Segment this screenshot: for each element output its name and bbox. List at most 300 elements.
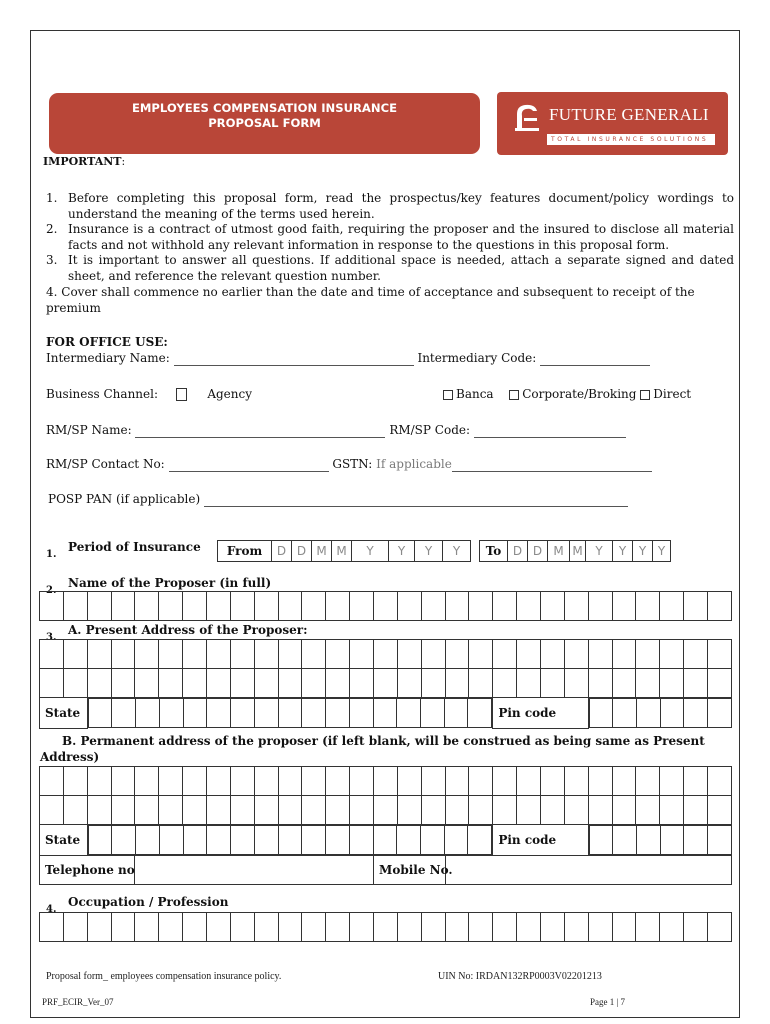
name-char-box[interactable]	[588, 592, 612, 621]
logo-tagline: TOTAL INSURANCE SOLUTIONS	[547, 134, 715, 145]
address-char-box[interactable]	[183, 767, 207, 796]
address-char-box[interactable]	[636, 669, 660, 698]
occupation-char-box[interactable]	[612, 913, 636, 942]
address-char-box[interactable]	[40, 767, 64, 796]
occupation-char-box[interactable]	[660, 913, 684, 942]
address-char-box[interactable]	[469, 796, 493, 825]
address-char-box[interactable]	[278, 796, 302, 825]
address-char-box[interactable]	[207, 767, 231, 796]
state-char-box[interactable]	[254, 826, 278, 855]
address-char-box[interactable]	[207, 640, 231, 669]
intermediary-name-label: Intermediary Name:	[46, 351, 170, 365]
name-char-box[interactable]	[159, 592, 183, 621]
state-char-box[interactable]	[397, 826, 421, 855]
name-char-box[interactable]	[541, 592, 565, 621]
address-char-box[interactable]	[183, 669, 207, 698]
address-char-box[interactable]	[612, 767, 636, 796]
from-date-cell[interactable]: Y	[443, 540, 471, 562]
occupation-char-box[interactable]	[230, 913, 254, 942]
address-char-box[interactable]	[564, 640, 588, 669]
state-char-box[interactable]	[207, 826, 231, 855]
from-date-cell[interactable]: Y	[415, 540, 443, 562]
office-use-heading: FOR OFFICE USE:	[46, 335, 168, 349]
state-char-box[interactable]	[349, 826, 373, 855]
name-char-box[interactable]	[493, 592, 517, 621]
occupation-char-box[interactable]	[517, 913, 541, 942]
address-char-box[interactable]	[63, 796, 87, 825]
pincode-char-box[interactable]	[660, 699, 684, 728]
address-char-box[interactable]	[397, 767, 421, 796]
pincode-char-box[interactable]	[613, 826, 637, 855]
address-char-box[interactable]	[660, 796, 684, 825]
occupation-char-box[interactable]	[588, 913, 612, 942]
company-logo	[497, 92, 728, 155]
occupation-char-box[interactable]	[183, 913, 207, 942]
address-char-box[interactable]	[517, 796, 541, 825]
important-heading: IMPORTANT:	[43, 155, 126, 168]
to-label: To	[479, 540, 508, 562]
state-char-box[interactable]	[302, 826, 326, 855]
address-char-box[interactable]	[278, 640, 302, 669]
gstn-hint: If applicable	[376, 457, 452, 471]
address-char-box[interactable]	[302, 767, 326, 796]
name-char-box[interactable]	[63, 592, 87, 621]
address-char-box[interactable]	[660, 767, 684, 796]
address-char-box[interactable]	[302, 640, 326, 669]
address-char-box[interactable]	[612, 669, 636, 698]
address-char-box[interactable]	[40, 669, 64, 698]
state-char-box[interactable]	[136, 826, 160, 855]
name-char-box[interactable]	[230, 592, 254, 621]
state-char-box[interactable]	[88, 826, 112, 855]
pincode-char-box[interactable]	[613, 699, 637, 728]
pincode-char-box[interactable]	[636, 826, 660, 855]
state-char-box[interactable]	[349, 699, 373, 728]
address-char-box[interactable]	[684, 796, 708, 825]
name-char-box[interactable]	[40, 592, 64, 621]
address-char-box[interactable]	[326, 669, 350, 698]
address-char-box[interactable]	[40, 796, 64, 825]
address-char-box[interactable]	[397, 796, 421, 825]
address-char-box[interactable]	[564, 669, 588, 698]
name-char-box[interactable]	[350, 592, 374, 621]
state-char-box[interactable]	[468, 826, 492, 855]
address-char-box[interactable]	[374, 796, 398, 825]
address-char-box[interactable]	[541, 767, 565, 796]
name-char-box[interactable]	[254, 592, 278, 621]
address-char-box[interactable]	[278, 669, 302, 698]
address-char-box[interactable]	[493, 767, 517, 796]
state-char-box[interactable]	[444, 699, 468, 728]
name-char-box[interactable]	[708, 592, 732, 621]
from-date-cell[interactable]: Y	[389, 540, 415, 562]
occupation-char-box[interactable]	[541, 913, 565, 942]
occupation-char-box[interactable]	[302, 913, 326, 942]
name-char-box[interactable]	[183, 592, 207, 621]
banca-label: Banca	[456, 387, 494, 401]
address-char-box[interactable]	[254, 767, 278, 796]
address-char-box[interactable]	[588, 669, 612, 698]
from-date-cell[interactable]: D	[292, 540, 312, 562]
address-char-box[interactable]	[493, 669, 517, 698]
state-char-box[interactable]	[207, 699, 231, 728]
address-char-box[interactable]	[278, 767, 302, 796]
address-char-box[interactable]	[326, 640, 350, 669]
to-date-cell[interactable]: D	[508, 540, 528, 562]
name-char-box[interactable]	[445, 592, 469, 621]
address-char-box[interactable]	[564, 767, 588, 796]
address-char-box[interactable]	[469, 767, 493, 796]
address-char-box[interactable]	[350, 669, 374, 698]
occupation-char-box[interactable]	[207, 913, 231, 942]
state-char-box[interactable]	[183, 826, 207, 855]
state-char-box[interactable]	[88, 699, 112, 728]
occupation-char-box[interactable]	[374, 913, 398, 942]
intermediary-row	[46, 350, 650, 366]
intermediary-code-field[interactable]	[540, 354, 650, 366]
state-char-box[interactable]	[254, 699, 278, 728]
pincode-char-box[interactable]	[636, 699, 660, 728]
occupation-char-box[interactable]	[326, 913, 350, 942]
address-char-box[interactable]	[517, 669, 541, 698]
to-date-cell[interactable]: Y	[653, 540, 671, 562]
address-char-box[interactable]	[660, 669, 684, 698]
state-char-box[interactable]	[231, 826, 255, 855]
state-char-box[interactable]	[136, 699, 160, 728]
address-char-box[interactable]	[87, 669, 111, 698]
pincode-char-box[interactable]	[684, 699, 708, 728]
present-pincode-label: Pin code	[493, 698, 588, 729]
address-char-box[interactable]	[517, 767, 541, 796]
corporate-broking-checkbox[interactable]	[509, 390, 519, 400]
address-char-box[interactable]	[254, 796, 278, 825]
address-char-box[interactable]	[708, 767, 732, 796]
to-date-cell[interactable]: Y	[613, 540, 633, 562]
instruction-4: 4. Cover shall commence no earlier than the date and time of acceptance and subsequent to receipt of the premium	[46, 285, 695, 315]
state-char-box[interactable]	[159, 699, 183, 728]
address-char-box[interactable]	[159, 640, 183, 669]
name-char-box[interactable]	[660, 592, 684, 621]
from-date-cell[interactable]: M	[332, 540, 352, 562]
rm-sp-contact-field[interactable]	[169, 460, 329, 472]
occupation-char-box[interactable]	[636, 913, 660, 942]
state-char-box[interactable]	[278, 826, 302, 855]
telephone-label: Telephone no	[40, 856, 135, 885]
address-char-box[interactable]	[517, 640, 541, 669]
corporate-broking-label: Corporate/Broking	[522, 387, 637, 401]
state-char-box[interactable]	[326, 826, 350, 855]
name-char-box[interactable]	[469, 592, 493, 621]
lion-emblem-icon	[513, 102, 541, 132]
address-char-box[interactable]	[445, 767, 469, 796]
occupation-char-box[interactable]	[684, 913, 708, 942]
address-char-box[interactable]	[111, 669, 135, 698]
address-char-box[interactable]	[421, 640, 445, 669]
from-date-cell[interactable]: M	[312, 540, 332, 562]
name-char-box[interactable]	[612, 592, 636, 621]
direct-label: Direct	[653, 387, 692, 401]
gstn-label: GSTN:	[332, 457, 373, 471]
address-char-box[interactable]	[493, 640, 517, 669]
address-char-box[interactable]	[397, 669, 421, 698]
q1-label: Period of Insurance	[68, 540, 201, 554]
present-address-grid	[39, 639, 732, 729]
address-char-box[interactable]	[350, 640, 374, 669]
address-char-box[interactable]	[541, 669, 565, 698]
occupation-char-box[interactable]	[135, 913, 159, 942]
address-char-box[interactable]	[684, 767, 708, 796]
name-char-box[interactable]	[684, 592, 708, 621]
pincode-char-box[interactable]	[684, 826, 708, 855]
address-char-box[interactable]	[159, 796, 183, 825]
logo-name: FUTURE GENERALI	[549, 105, 709, 124]
address-char-box[interactable]	[63, 640, 87, 669]
name-char-box[interactable]	[636, 592, 660, 621]
address-char-box[interactable]	[374, 640, 398, 669]
occupation-char-box[interactable]	[445, 913, 469, 942]
occupation-char-box[interactable]	[421, 913, 445, 942]
address-char-box[interactable]	[302, 796, 326, 825]
permanent-pincode-label: Pin code	[493, 825, 588, 856]
footer-page-number: Page 1 | 7	[590, 997, 626, 1007]
posp-pan-label: POSP PAN (if applicable)	[48, 492, 201, 506]
banca-checkbox[interactable]	[443, 390, 453, 400]
address-char-box[interactable]	[207, 796, 231, 825]
occupation-char-box[interactable]	[278, 913, 302, 942]
address-char-box[interactable]	[230, 640, 254, 669]
mobile-label: Mobile No.	[374, 856, 446, 885]
address-char-box[interactable]	[63, 767, 87, 796]
address-char-box[interactable]	[254, 669, 278, 698]
occupation-char-box[interactable]	[254, 913, 278, 942]
q2-label: Name of the Proposer (in full)	[68, 576, 272, 590]
address-char-box[interactable]	[111, 640, 135, 669]
address-char-box[interactable]	[612, 640, 636, 669]
permanent-address-grid	[39, 766, 732, 885]
state-char-box[interactable]	[397, 699, 421, 728]
address-char-box[interactable]	[636, 796, 660, 825]
address-char-box[interactable]	[302, 669, 326, 698]
to-date-cell[interactable]: D	[528, 540, 548, 562]
instruction-2: 2. Insurance is a contract of utmost good faith, requiring the proposer and the insured to disclose all material facts and not withhold any relevant information in response to the questions in this proposal form.	[46, 222, 734, 252]
address-char-box[interactable]	[350, 767, 374, 796]
name-char-box[interactable]	[207, 592, 231, 621]
occupation-char-box[interactable]	[469, 913, 493, 942]
to-date-cell[interactable]: Y	[633, 540, 653, 562]
occupation-char-box[interactable]	[350, 913, 374, 942]
name-char-box[interactable]	[326, 592, 350, 621]
occupation-grid	[39, 912, 732, 942]
occupation-char-box[interactable]	[708, 913, 732, 942]
address-char-box[interactable]	[135, 796, 159, 825]
q3-number: 3.	[46, 632, 57, 643]
address-char-box[interactable]	[63, 669, 87, 698]
address-char-box[interactable]	[207, 669, 231, 698]
footer-policy-name: Proposal form_ employees compensation insurance policy.	[46, 971, 282, 982]
state-char-box[interactable]	[373, 699, 397, 728]
address-char-box[interactable]	[612, 796, 636, 825]
address-char-box[interactable]	[230, 796, 254, 825]
address-char-box[interactable]	[445, 640, 469, 669]
intermediary-name-field[interactable]	[174, 354, 414, 366]
address-char-box[interactable]	[111, 767, 135, 796]
pincode-char-box[interactable]	[589, 826, 613, 855]
address-char-box[interactable]	[421, 669, 445, 698]
state-char-box[interactable]	[183, 699, 207, 728]
name-char-box[interactable]	[397, 592, 421, 621]
address-char-box[interactable]	[684, 669, 708, 698]
pincode-char-box[interactable]	[660, 826, 684, 855]
q3b-label: B. Permanent address of the proposer (if left blank, will be construed as being same as Present Address)	[40, 734, 705, 764]
business-channel-label: Business Channel:	[46, 387, 159, 401]
proposer-name-grid	[39, 591, 732, 621]
address-char-box[interactable]	[588, 640, 612, 669]
business-channel-row	[46, 386, 252, 402]
address-char-box[interactable]	[87, 767, 111, 796]
address-char-box[interactable]	[135, 669, 159, 698]
state-char-box[interactable]	[302, 699, 326, 728]
state-char-box[interactable]	[112, 699, 136, 728]
state-char-box[interactable]	[278, 699, 302, 728]
from-date-cell[interactable]: Y	[352, 540, 389, 562]
address-char-box[interactable]	[564, 796, 588, 825]
address-char-box[interactable]	[374, 767, 398, 796]
state-char-box[interactable]	[421, 826, 445, 855]
address-char-box[interactable]	[445, 796, 469, 825]
pincode-char-box[interactable]	[589, 699, 613, 728]
to-date-cell[interactable]: M	[570, 540, 586, 562]
address-char-box[interactable]	[159, 767, 183, 796]
telephone-field[interactable]	[135, 856, 374, 885]
address-char-box[interactable]	[445, 669, 469, 698]
direct-checkbox[interactable]	[640, 390, 650, 400]
address-char-box[interactable]	[183, 796, 207, 825]
occupation-char-box[interactable]	[159, 913, 183, 942]
occupation-char-box[interactable]	[87, 913, 111, 942]
rm-sp-name-label: RM/SP Name:	[46, 423, 132, 437]
address-char-box[interactable]	[87, 640, 111, 669]
address-char-box[interactable]	[708, 669, 732, 698]
address-char-box[interactable]	[421, 767, 445, 796]
address-char-box[interactable]	[159, 669, 183, 698]
address-char-box[interactable]	[708, 796, 732, 825]
name-char-box[interactable]	[278, 592, 302, 621]
pincode-char-box[interactable]	[707, 826, 731, 855]
name-char-box[interactable]	[517, 592, 541, 621]
name-char-box[interactable]	[302, 592, 326, 621]
name-char-box[interactable]	[87, 592, 111, 621]
address-char-box[interactable]	[469, 669, 493, 698]
address-char-box[interactable]	[397, 640, 421, 669]
address-char-box[interactable]	[541, 796, 565, 825]
occupation-char-box[interactable]	[111, 913, 135, 942]
instruction-3: 3. It is important to answer all questions. If additional space is needed, attach a separate signed and dated sheet, and reference the relevant question number.	[46, 253, 734, 283]
address-char-box[interactable]	[493, 796, 517, 825]
rm-sp-row	[46, 422, 626, 438]
rm-sp-contact-row	[46, 456, 652, 472]
address-char-box[interactable]	[135, 767, 159, 796]
state-char-box[interactable]	[444, 826, 468, 855]
mobile-field[interactable]	[445, 856, 731, 885]
form-title-banner	[49, 93, 480, 154]
address-char-box[interactable]	[326, 796, 350, 825]
present-state-label: State	[40, 698, 88, 729]
state-char-box[interactable]	[112, 826, 136, 855]
address-char-box[interactable]	[254, 640, 278, 669]
posp-pan-field[interactable]	[204, 495, 628, 507]
occupation-char-box[interactable]	[40, 913, 64, 942]
q4-label: Occupation / Profession	[68, 895, 229, 909]
address-char-box[interactable]	[40, 640, 64, 669]
address-char-box[interactable]	[636, 640, 660, 669]
pincode-char-box[interactable]	[707, 699, 731, 728]
address-char-box[interactable]	[135, 640, 159, 669]
occupation-char-box[interactable]	[493, 913, 517, 942]
state-char-box[interactable]	[373, 826, 397, 855]
rm-sp-name-field[interactable]	[135, 426, 385, 438]
address-char-box[interactable]	[541, 640, 565, 669]
address-char-box[interactable]	[588, 796, 612, 825]
name-char-box[interactable]	[111, 592, 135, 621]
rm-sp-code-field[interactable]	[474, 426, 626, 438]
name-char-box[interactable]	[135, 592, 159, 621]
state-char-box[interactable]	[326, 699, 350, 728]
agency-label: Agency	[207, 387, 253, 401]
address-char-box[interactable]	[230, 767, 254, 796]
occupation-char-box[interactable]	[397, 913, 421, 942]
address-char-box[interactable]	[111, 796, 135, 825]
address-char-box[interactable]	[660, 640, 684, 669]
address-char-box[interactable]	[87, 796, 111, 825]
name-char-box[interactable]	[374, 592, 398, 621]
from-date-cell[interactable]: D	[272, 540, 292, 562]
address-char-box[interactable]	[684, 640, 708, 669]
rm-sp-code-label: RM/SP Code:	[389, 423, 471, 437]
address-char-box[interactable]	[374, 669, 398, 698]
from-label: From	[217, 540, 272, 562]
address-char-box[interactable]	[183, 640, 207, 669]
q3a-label: A. Present Address of the Proposer:	[68, 623, 308, 637]
address-char-box[interactable]	[230, 669, 254, 698]
instruction-1: 1. Before completing this proposal form, read the prospectus/key features document/policy wordings to understand the meaning of the terms used herein.	[46, 191, 734, 221]
state-char-box[interactable]	[468, 699, 492, 728]
form-title-line2: PROPOSAL FORM	[208, 116, 321, 130]
state-char-box[interactable]	[159, 826, 183, 855]
intermediary-code-label: Intermediary Code:	[417, 351, 537, 365]
state-char-box[interactable]	[231, 699, 255, 728]
footer-version: PRF_ECIR_Ver_07	[42, 997, 114, 1007]
to-date-cell[interactable]: M	[548, 540, 570, 562]
address-char-box[interactable]	[708, 640, 732, 669]
to-date-cell[interactable]: Y	[586, 540, 613, 562]
gstn-field[interactable]	[452, 460, 652, 472]
occupation-char-box[interactable]	[564, 913, 588, 942]
address-char-box[interactable]	[469, 640, 493, 669]
occupation-char-box[interactable]	[63, 913, 87, 942]
name-char-box[interactable]	[421, 592, 445, 621]
address-char-box[interactable]	[421, 796, 445, 825]
rm-sp-contact-label: RM/SP Contact No:	[46, 457, 165, 471]
address-char-box[interactable]	[588, 767, 612, 796]
address-char-box[interactable]	[350, 796, 374, 825]
address-char-box[interactable]	[636, 767, 660, 796]
address-char-box[interactable]	[326, 767, 350, 796]
footer-uin: UIN No: IRDAN132RP0003V02201213	[438, 971, 602, 982]
name-char-box[interactable]	[564, 592, 588, 621]
state-char-box[interactable]	[421, 699, 445, 728]
q2-number: 2.	[46, 585, 57, 596]
agency-checkbox[interactable]	[176, 388, 187, 401]
